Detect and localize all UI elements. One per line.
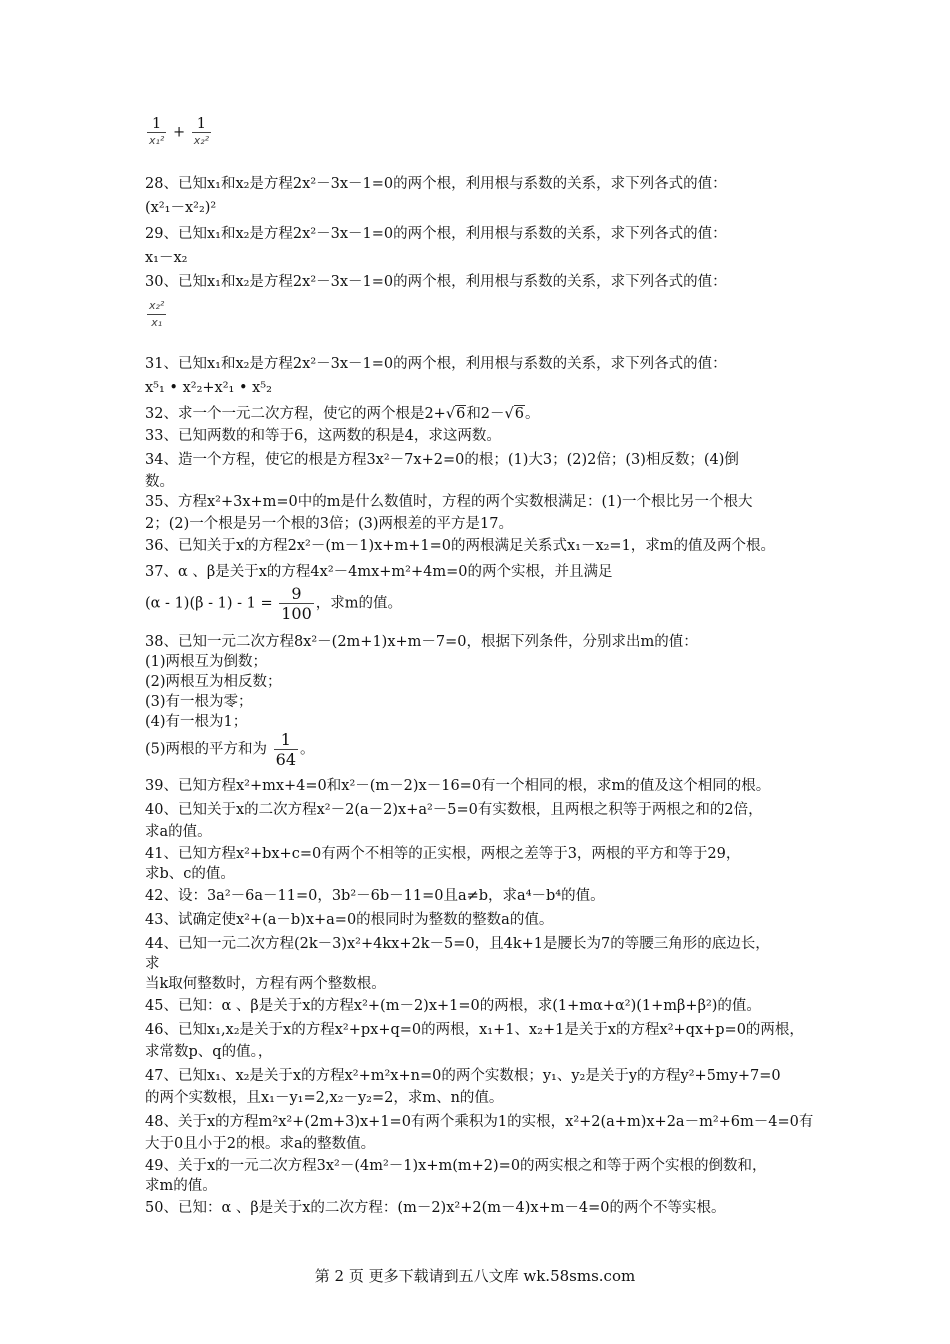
question-40-line-2: 求a的值。 [145, 824, 212, 840]
fraction: $\frac{9}{100}$ [281, 584, 312, 623]
question-37-line-1: 37、α 、β是关于x的方程4x²－4mx+m²+4m=0的两个实根，并且满足 [145, 564, 613, 580]
question-49-line-2: 求m的值。 [145, 1178, 217, 1194]
question-43: 43、试确定使x²+(a－b)x+a=0的根同时为整数的整数a的值。 [145, 912, 554, 928]
question-50: 50、已知：α 、β是关于x的二次方程：(m－2)x²+2(m－4)x+m－4=0的两个不等实根。 [145, 1200, 726, 1216]
question-28-line-1: 28、已知x₁和x₂是方程2x²－3x－1=0的两个根，利用根与系数的关系，求下列各式的值： [145, 176, 727, 192]
question-39: 39、已知方程x²+mx+4=0和x²－(m－2)x－16=0有一个相同的根，求m的值及这个相同的根。 [145, 778, 771, 794]
question-46-line-1: 46、已知x₁,x₂是关于x的方程x²+px+q=0的两根，x₁+1、x₂+1是关于x的方程x²+qx+p=0的两根， [145, 1022, 804, 1038]
question-33: 33、已知两数的和等于6，这两数的积是4，求这两数。 [145, 428, 501, 444]
fraction: $\frac{1}{64}$ [275, 730, 297, 769]
question-34-line-1: 34、造一个方程，使它的根是方程3x²－7x+2=0的根；(1)大3；(2)2倍；(3)相反数；(4)倒 [145, 452, 739, 468]
fraction: $\frac{1}{\text{x₂²}}$ [193, 116, 210, 147]
page-footer: 第 2 页 更多下载请到五八文库 wk.58sms.com [314, 1267, 636, 1285]
question-42: 42、设：3a²－6a－11=0，3b²－6b－11=0且a≠b，求a⁴－b⁴的值。 [145, 888, 605, 904]
question-30-line-1: 30、已知x₁和x₂是方程2x²－3x－1=0的两个根，利用根与系数的关系，求下列各式的值： [145, 274, 727, 290]
question-35-line-1: 35、方程x²+3x+m=0中的m是什么数值时，方程的两个实数根满足：(1)一个根比另一个根大 [145, 494, 753, 510]
question-35-line-2: 2；(2)一个根是另一个根的3倍；(3)两根差的平方是17。 [145, 516, 513, 532]
sqrt-symbol: √6 [445, 406, 466, 422]
question-47-line-2: 的两个实数根，且x₁－y₁=2,x₂－y₂=2，求m、n的值。 [145, 1090, 504, 1106]
question-37-formula: (α - 1)(β - 1) - 1 = $\frac{9}{100}$ ，求m的值。 [145, 584, 402, 623]
question-48-line-1: 48、关于x的方程m²x²+(2m+3)x+1=0有两个乘积为1的实根，x²+2(a+m)x+2a－m²+6m－4=0有 [145, 1114, 814, 1130]
question-49-line-1: 49、关于x的一元二次方程3x²－(4m²－1)x+m(m+2)=0的两实根之和等于两个实根的倒数和， [145, 1158, 767, 1174]
question-46-line-2: 求常数p、q的值。， [145, 1044, 273, 1060]
question-38-item-3: (3)有一根为零； [145, 694, 253, 710]
question-38-item-4: (4)有一根为1； [145, 714, 248, 730]
question-29-line-2: x₁－x₂ [145, 250, 188, 266]
question-31-line-2: x⁵₁ • x²₂+x²₁ • x⁵₂ [145, 380, 272, 396]
sqrt-symbol: √6 [504, 406, 525, 422]
question-36: 36、已知关于x的方程2x²－(m－1)x+m+1=0的两根满足关系式x₁－x₂=1，求m的值及两个根。 [145, 538, 776, 554]
question-44-line-3: 当k取何整数时，方程有两个整数根。 [145, 976, 386, 992]
question-47-line-1: 47、已知x₁、x₂是关于x的方程x²+m²x+n=0的两个实数根；y₁、y₂是关于y的方程y²+5my+7=0 [145, 1068, 781, 1084]
question-38-line-1: 38、已知一元二次方程8x²－(2m+1)x+m－7=0，根据下列条件，分别求出m的值： [145, 634, 698, 650]
question-45: 45、已知：α 、β是关于x的方程x²+(m－2)x+1=0的两根，求(1+mα+α²)(1+mβ+β²)的值。 [145, 998, 761, 1014]
question-34-line-2: 数。 [145, 474, 174, 490]
question-41-line-1: 41、已知方程x²+bx+c=0有两个不相等的正实根，两根之差等于3，两根的平方和等于29， [145, 846, 741, 862]
fraction: $\frac{\text{x₂²}}{\text{x₁}}$ [149, 299, 165, 329]
question-38-item-2: (2)两根互为相反数； [145, 674, 282, 690]
question-38-item-1: (1)两根互为倒数； [145, 654, 268, 670]
question-40-line-1: 40、已知关于x的二次方程x²－2(a－2)x+a²－5=0有实数根，且两根之积等于两根之和的2倍， [145, 802, 763, 818]
header-formula: $\frac{1}{\text{x₁²}}$ + $\frac{1}{\text{x₂²}}$ [149, 116, 210, 147]
question-29-line-1: 29、已知x₁和x₂是方程2x²－3x－1=0的两个根，利用根与系数的关系，求下列各式的值： [145, 226, 727, 242]
question-44-line-1: 44、已知一元二次方程(2k－3)x²+4kx+2k－5=0，且4k+1是腰长为7的等腰三角形的底边长， [145, 936, 770, 952]
question-28-line-2: (x²₁－x²₂)² [145, 200, 217, 216]
question-48-line-2: 大于0且小于2的根。求a的整数值。 [145, 1136, 376, 1152]
question-44-line-2: 求 [145, 956, 160, 972]
question-38-item-5: (5)两根的平方和为 $\frac{1}{64}$ 。 [145, 730, 315, 769]
fraction: $\frac{1}{\text{x₁²}}$ [149, 116, 165, 147]
question-41-line-2: 求b、c的值。 [145, 866, 235, 882]
question-32: 32、求一个一元二次方程，使它的两个根是2+√6和2－√6。 [145, 406, 540, 422]
question-30-fraction [145, 298, 168, 331]
question-31-line-1: 31、已知x₁和x₂是方程2x²－3x－1=0的两个根，利用根与系数的关系，求下列各式的值： [145, 356, 727, 372]
